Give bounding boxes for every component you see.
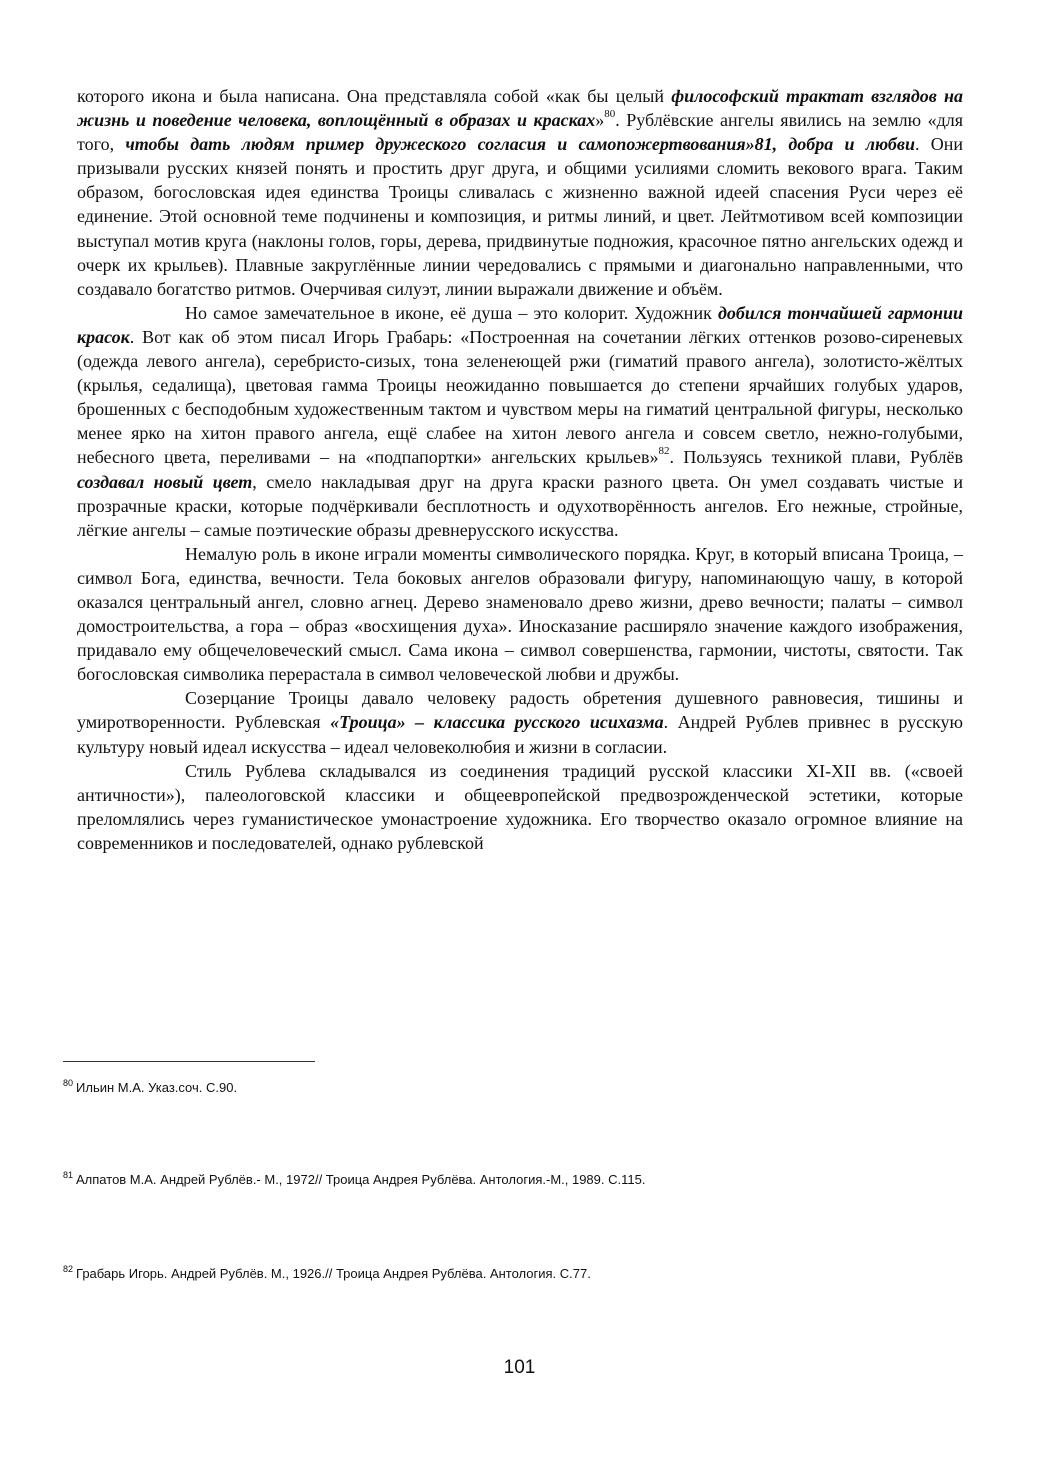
footnote-81	[63, 1169, 646, 1188]
footnote-text: Алпатов М.А. Андрей Рублёв.- М., 1972// Троица Андрея Рублёва. Антология.-М., 1989. С.115.	[76, 1172, 646, 1187]
footnote-text: Ильин М.А. Указ.соч. С.90.	[76, 1080, 238, 1095]
text-run: . Пользуясь техникой плави, Рублёв	[669, 447, 963, 468]
paragraph-4	[77, 686, 963, 758]
footnote-number: 81	[63, 1169, 74, 1180]
text-run: . Вот как об этом писал Игорь Грабарь: «Построенная на сочетании лёгких оттенков розово-сиреневых (одежда левого ангела), серебристо-сизых, тона зеленеющей ржи (гиматий правого ангела), золотисто-жёлтых (крылья, седалища), цветовая гамма Троицы неожиданно повышается до степени ярчайших голубых ударов, брошенных с бесподобным художественным тактом и чувством меры на гиматий центральной фигуры, несколько менее ярко на хитон правого ангела, ещё слабее на хитон левого ангела и совсем светло, нежно-голубыми, небесного цвета, переливами – на «подпапортки» ангельских крыльев»	[77, 326, 963, 468]
text-run: . Андрей Рублев привнес в русскую культуру новый идеал искусства – идеал человеколюбия и жизни в согласии.	[77, 712, 963, 757]
main-text	[77, 84, 963, 855]
text-run: Созерцание Троицы давало человеку радость обретения душевного равновесия, тишины и умиротворенности. Рублевская	[77, 688, 963, 733]
footnote-reference: 82	[658, 445, 670, 458]
text-run: Но самое замечательное в иконе, её душа – это колорит. Художник	[185, 302, 718, 323]
paragraph-1	[77, 84, 963, 301]
emphasized-text: добился тончайшей гармонии красок	[77, 302, 963, 347]
footnote-number: 82	[63, 1263, 74, 1274]
text-run: Немалую роль в иконе играли моменты символического порядка. Круг, в который вписана Троица, – символ Бога, единства, вечности. Тела боковых ангелов образовали фигуру, напоминающую чашу, в которой оказался центральный ангел, словно агнец. Дерево знаменовало древо жизни, древо вечности; палаты – символ домостроительства, а гора – образ «восхищения духа». Иносказание расширяло значение каждого изображения, придавало ему общечеловеческий смысл. Сама икона – символ совершенства, гармонии, чистоты, святости. Так богословская символика перерастала в символ человеческой любви и дружбы.	[77, 543, 963, 685]
footnote-text: Грабарь Игорь. Андрей Рублёв. М., 1926.// Троица Андрея Рублёва. Антология. С.77.	[76, 1266, 591, 1281]
text-run: Стиль Рублева складывался из соединения традиций русской классики XI-XII вв. («своей античности»), палеологовской классики и общеевропейской предвозрожденческой эстетики, которые преломлялись через гуманистическое умонастроение художника. Его творчество оказало огромное влияние на современников и последователей, однако рублевской	[77, 760, 963, 853]
paragraph-5	[77, 759, 963, 855]
paragraph-2	[77, 301, 963, 542]
text-run: которого икона и была написана. Она представляла собой «как бы целый	[77, 86, 672, 106]
emphasized-text: создавал новый цвет	[77, 471, 253, 492]
page-number: 101	[503, 1357, 536, 1378]
paragraph-3	[77, 542, 963, 687]
text-run: »	[595, 110, 605, 131]
text-run: , смело накладывая друг на друга краски разного цвета. Он умел создавать чистые и прозрачные краски, которые подчёркивали бесплотность и одухотворённость ангелов. Его нежные, стройные, лёгкие ангелы – самые поэтические образы древнерусского искусства.	[77, 471, 963, 540]
footnote-number: 80	[63, 1077, 74, 1088]
text-run: . Они призывали русских князей понять и простить друг друга, и общими усилиями сломить векового врага. Таким образом, богословская идея единства Троицы сливалась с жизненно важной идеей спасения Руси через её единение. Этой основной теме подчинены и композиция, и ритмы линий, и цвет. Лейтмотивом всей композиции выступал мотив круга (наклоны голов, горы, дерева, придвинутые подножия, красочное пятно ангельских одежд и очерк их крыльев). Плавные закруглённые линии чередовались с прямыми и диагонально направленными, что создавало богатство ритмов. Очерчивая силуэт, линии выражали движение и объём.	[77, 134, 963, 299]
text-run: . Рублёвские ангелы явились на землю «для того,	[77, 110, 963, 155]
footnote-separator	[63, 1061, 315, 1062]
footnote-82	[63, 1263, 591, 1282]
emphasized-text: чтобы дать людям пример дружеского согласия и самопожертвования»81, добра и любви	[125, 134, 915, 155]
emphasized-text: философский трактат взглядов на жизнь и поведение человека, воплощённый в образах и красках	[77, 86, 963, 131]
footnote-80	[63, 1077, 238, 1096]
footnote-reference: 80	[604, 108, 616, 121]
emphasized-text: «Троица» – классика русского исихазма	[330, 712, 664, 733]
